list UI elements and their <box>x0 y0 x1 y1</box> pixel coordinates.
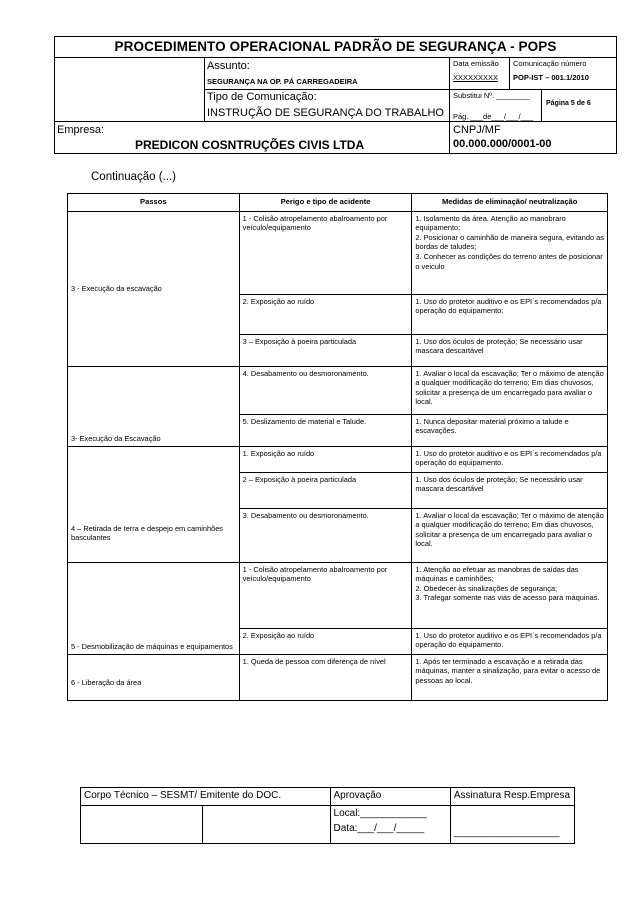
medida-cell: 1. Uso dos óculos de proteção; Se necessário usar mascara descartável <box>412 334 608 366</box>
medida-cell: 1. Avaliar o local da escavação; Ter o máximo de atenção a qualquer modificação do terreno; Em dias chuvosos, solicitar a presença de um encarregado para avaliar o local. <box>412 366 608 414</box>
empresa-value: PREDICON COSNTRUÇÕES CIVIS LTDA <box>135 138 365 152</box>
table-row <box>68 366 608 414</box>
medida-cell: 1. Uso do protetor auditivo e os EPI´s recomendados p/a operação do equipamento; <box>412 294 608 334</box>
local-field: Local:____________ <box>333 808 427 819</box>
assinatura-line: ___________________ <box>453 827 560 838</box>
footer-body-row <box>81 806 575 844</box>
table-header-row <box>68 194 608 212</box>
cnpj-label: CNPJ/MF <box>453 124 501 136</box>
data-emissao-value: XXXXXXXXX <box>453 73 499 82</box>
corpo-tecnico-cell-1 <box>81 806 203 844</box>
perigo-cell: 3 – Exposição à poeira particulada <box>239 334 412 366</box>
risk-table <box>67 193 608 701</box>
comunicacao-box <box>509 57 617 90</box>
comunicacao-label: Comunicação número <box>513 59 587 68</box>
pagina-box <box>541 89 617 122</box>
passo-cell: 6 - Liberação da área <box>68 654 240 700</box>
cnpj-value: 00.000.000/0001-00 <box>453 138 552 150</box>
document-title: PROCEDIMENTO OPERACIONAL PADRÃO DE SEGURANÇA - POPS <box>54 36 617 57</box>
aprovacao-label: Aprovação <box>330 788 450 806</box>
continuacao-label: Continuação (...) <box>91 171 177 183</box>
perigo-cell: 2. Exposição ao ruído <box>239 628 412 654</box>
passo-cell: 3- Execução da Escavação <box>68 366 240 446</box>
medida-cell: 1. Uso do protetor auditivo e os EPI´s recomendados p/a operação do equipamento. <box>412 446 608 472</box>
pag-label: Pág. ___de___/___/___ <box>453 112 534 121</box>
perigo-cell: 1. Exposição ao ruído <box>239 446 412 472</box>
perigo-cell: 5. Deslizamento de material e Talude. <box>239 414 412 446</box>
approval-table <box>80 787 575 844</box>
medida-cell: 1. Avaliar o local da escavação; Ter o máximo de atenção a qualquer modificação do terreno; Em dias chuvosos, solicitar a presença de um encarregado para avaliar o local. <box>412 508 608 562</box>
tipo-comunicacao-box <box>204 89 450 122</box>
tipo-label: Tipo de Comunicação: <box>207 91 317 103</box>
corpo-tecnico-label: Corpo Técnico – SESMT/ Emitente do DOC. <box>81 788 331 806</box>
medida-cell: 1. Atenção ao efetuar as manobras de saídas das máquinas e caminhões; 2. Obedecer às sinalizações de segurança; 3. Trafegar somente nas vias de acesso para máquinas. <box>412 562 608 628</box>
assunto-label: Assunto: <box>207 60 250 72</box>
data-emissao-box <box>449 57 510 90</box>
empresa-label: Empresa: <box>57 124 105 136</box>
medida-cell: 1. Após ter terminado a escavação e a retirada das máquinas, manter a sinalização, para evitar o acesso de pessoas ao local. <box>412 654 608 700</box>
perigo-cell: 3. Desabamento ou desmoronamento. <box>239 508 412 562</box>
comunicacao-value: POP-IST – 001.1/2010 <box>513 73 589 82</box>
assunto-box <box>204 57 450 90</box>
medida-cell: 1. Uso dos óculos de proteção; Se necessário usar mascara descartável <box>412 472 608 508</box>
footer-header-row <box>81 788 575 806</box>
empresa-box <box>54 121 450 154</box>
perigo-cell: 1 - Colisão atropelamento abalroamento por veículo/equipamento <box>239 211 412 294</box>
corpo-tecnico-cell-2 <box>202 806 330 844</box>
medida-cell: 1. Uso do protetor auditivo e os EPI´s recomendados p/a operação do equipamento. <box>412 628 608 654</box>
data-field: Data:___/___/_____ <box>333 823 425 834</box>
header-logo-area <box>54 57 205 122</box>
perigo-cell: 2. Exposição ao ruído <box>239 294 412 334</box>
medida-cell: 1. Isolamento da área. Atenção ao manobraro equipamento; 2. Posicionar o caminhão de maneira segura, evitando as bordas de taludes; 3. Conhecer as condições do terreno antes de posicionar o veiculo <box>412 211 608 294</box>
passo-cell: 3 - Execução da escavação <box>68 211 240 366</box>
header-medidas: Medidas de eliminação/ neutralização <box>412 194 608 212</box>
table-row <box>68 446 608 472</box>
substitui-box <box>449 89 542 122</box>
table-row <box>68 562 608 628</box>
tipo-value: INSTRUÇÃO DE SEGURANÇA DO TRABALHO <box>207 107 444 119</box>
perigo-cell: 1. Queda de pessoa com diferença de nível <box>239 654 412 700</box>
perigo-cell: 2 – Exposição à poeira particulada <box>239 472 412 508</box>
assinatura-cell <box>450 806 574 844</box>
data-emissao-label: Data emissão <box>453 59 499 68</box>
pagina-number: Página 5 de 6 <box>546 100 591 107</box>
table-row <box>68 211 608 294</box>
table-row <box>68 654 608 700</box>
substitui-label: Substitui Nº. ________ <box>453 91 530 100</box>
perigo-cell: 4. Desabamento ou desmoronamento. <box>239 366 412 414</box>
assunto-value: SEGURANÇA NA OP. PÁ CARREGADEIRA <box>207 77 358 86</box>
cnpj-box <box>449 121 617 154</box>
passo-cell: 4 – Retirada de terra e despejo em caminhões basculantes <box>68 446 240 562</box>
perigo-cell: 1 - Colisão atropelamento abalroamento por veículo/equipamento <box>239 562 412 628</box>
header-passos: Passos <box>68 194 240 212</box>
assinatura-label: Assinatura Resp.Empresa <box>450 788 574 806</box>
medida-cell: 1. Nunca depositar material próximo a talude e escavações. <box>412 414 608 446</box>
aprovacao-cell <box>330 806 450 844</box>
header-perigo: Perigo e tipo de acidente <box>239 194 412 212</box>
passo-cell: 5 - Desmobilização de máquinas e equipamentos <box>68 562 240 654</box>
